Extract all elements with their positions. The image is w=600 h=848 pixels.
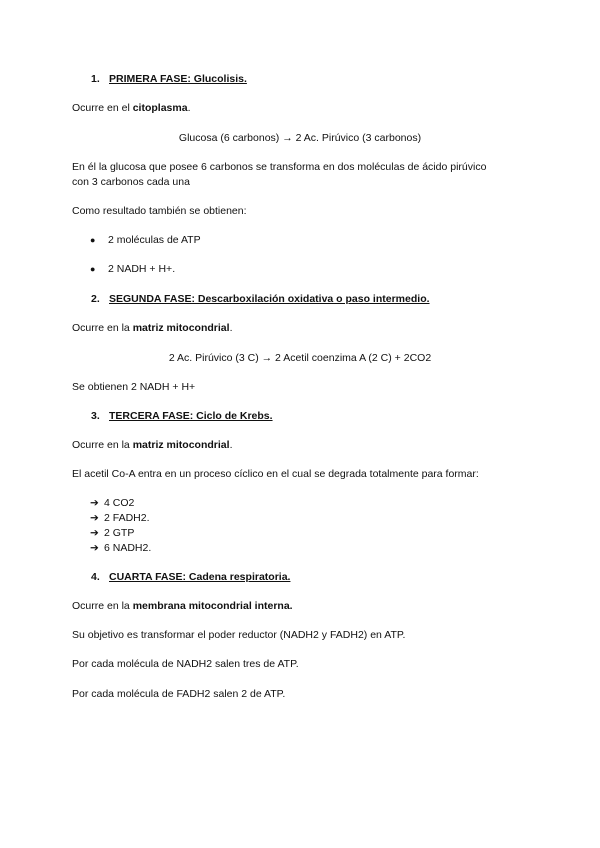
list-item (90, 497, 134, 509)
phase2-result: Se obtienen 2 NADH + H+ (72, 381, 196, 393)
phase1-result-1: 2 moléculas de ATP (108, 234, 201, 246)
list-item (90, 542, 151, 554)
phase2-location-prefix: Ocurre en la (72, 322, 133, 334)
phase4-number: 4. (91, 571, 100, 583)
phase1-description-line1: En él la glucosa que posee 6 carbonos se transforma en dos moléculas de ácido pirúvico (72, 161, 487, 173)
phase2-heading (91, 293, 430, 305)
phase1-location-bold: citoplasma (132, 102, 188, 114)
phase2-location (72, 322, 232, 334)
phase3-title: TERCERA FASE: Ciclo de Krebs. (109, 410, 273, 422)
phase1-equation: Glucosa (6 carbonos) → 2 Ac. Pirúvico (3 carbonos) (178, 132, 422, 144)
bullet-icon: ● (90, 235, 96, 245)
phase3-location (72, 439, 232, 451)
phase3-product-1: 4 CO2 (104, 497, 135, 509)
phase3-product-3: 2 GTP (104, 527, 135, 539)
phase4-nadh-line: Por cada molécula de NADH2 salen tres de ATP. (72, 658, 299, 670)
list-item (90, 512, 150, 524)
arrow-icon: ➔ (90, 527, 99, 539)
arrow-icon: ➔ (90, 542, 99, 554)
phase3-location-bold: matriz mitocondrial (132, 439, 230, 451)
phase3-product-4: 6 NADH2. (104, 542, 152, 554)
phase4-objective: Su objetivo es transformar el poder reductor (NADH2 y FADH2) en ATP. (72, 629, 406, 641)
arrow-icon: ➔ (90, 512, 99, 524)
arrow-icon: ➔ (90, 497, 99, 509)
phase1-title: PRIMERA FASE: Glucolisis. (109, 73, 247, 85)
list-item (90, 234, 201, 246)
list-item (90, 263, 175, 275)
phase4-location-prefix: Ocurre en la (72, 600, 133, 612)
phase3-heading (91, 410, 273, 422)
phase2-location-bold: matriz mitocondrial (132, 322, 230, 334)
phase1-heading (91, 73, 247, 85)
phase3-description: El acetil Co-A entra en un proceso cíclico en el cual se degrada totalmente para formar: (72, 468, 479, 480)
phase3-location-suffix: . (229, 439, 233, 451)
phase2-location-suffix: . (229, 322, 233, 334)
phase1-result-2: 2 NADH + H+. (108, 263, 176, 275)
phase1-results-intro: Como resultado también se obtienen: (72, 205, 247, 217)
bullet-icon: ● (90, 264, 96, 274)
phase4-fadh-line: Por cada molécula de FADH2 salen 2 de ATP. (72, 688, 286, 700)
list-item (90, 527, 134, 539)
phase1-description (72, 160, 486, 190)
phase4-heading (91, 571, 290, 583)
phase4-location-bold: membrana mitocondrial interna. (132, 600, 293, 612)
phase4-location (72, 600, 293, 612)
phase3-product-2: 2 FADH2. (104, 512, 150, 524)
phase3-number: 3. (91, 410, 100, 422)
phase2-number: 2. (91, 293, 100, 305)
phase1-location-prefix: Ocurre en el (72, 102, 133, 114)
phase1-description-line2: con 3 carbonos cada una (72, 176, 190, 188)
phase1-location (72, 102, 190, 114)
phase2-title: SEGUNDA FASE: Descarboxilación oxidativa o paso intermedio. (109, 293, 430, 305)
phase3-location-prefix: Ocurre en la (72, 439, 133, 451)
phase1-number: 1. (91, 73, 100, 85)
phase4-title: CUARTA FASE: Cadena respiratoria. (109, 571, 291, 583)
phase2-equation: 2 Ac. Pirúvico (3 C) → 2 Acetil coenzima A (2 C) + 2CO2 (168, 352, 432, 364)
phase1-location-suffix: . (187, 102, 191, 114)
